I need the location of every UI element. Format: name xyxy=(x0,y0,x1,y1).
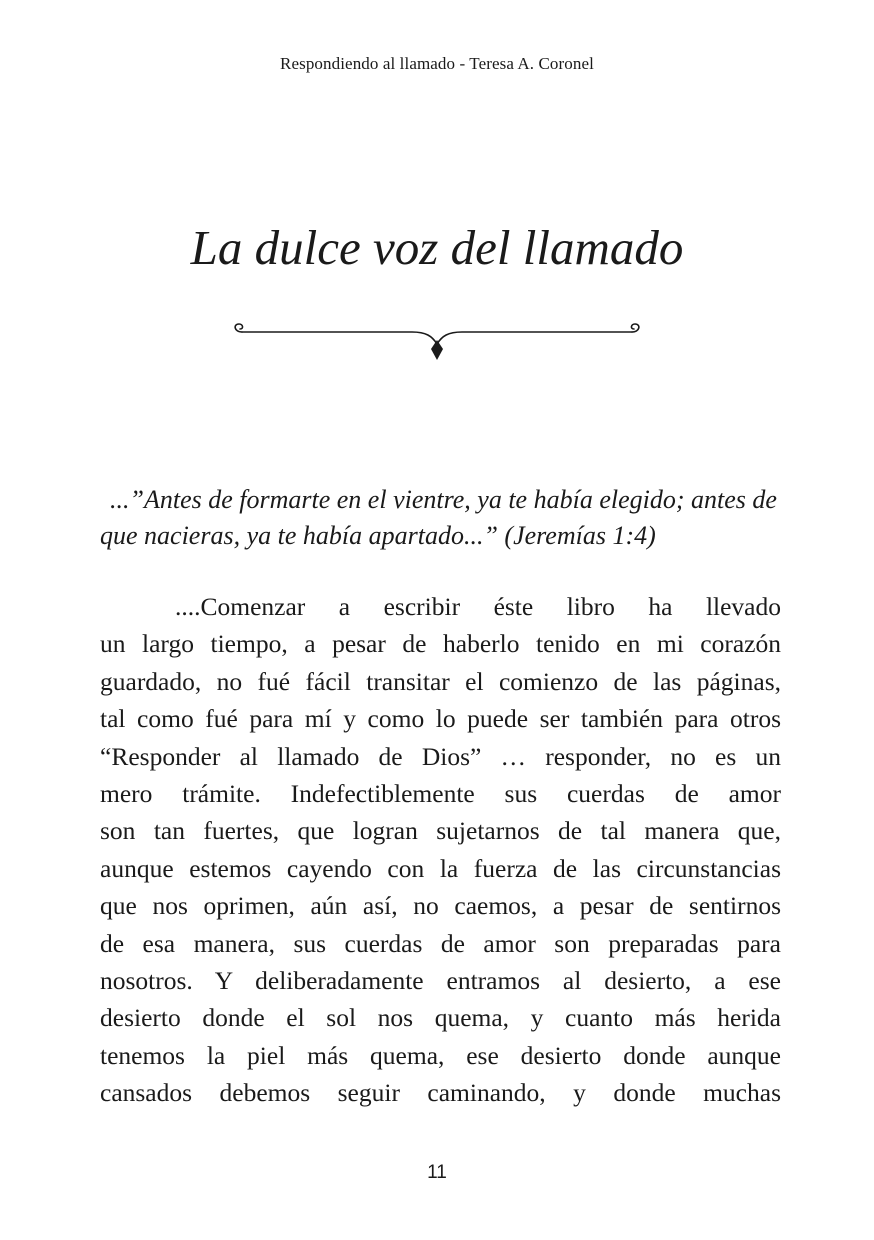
epigraph-quote xyxy=(100,482,781,554)
body-line: un largo tiempo, a pesar de haberlo tenido en mi corazón xyxy=(100,629,781,659)
body-line: guardado, no fué fácil transitar el comienzo de las páginas, xyxy=(100,666,781,696)
body-line: desierto donde el sol nos quema, y cuanto más herida xyxy=(100,1003,781,1033)
chapter-title: La dulce voz del llamado xyxy=(190,220,684,275)
body-line: que nos oprimen, aún así, no caemos, a pesar de sentirnos xyxy=(100,891,781,921)
page-number: 11 xyxy=(427,1162,447,1183)
body-line: aunque estemos cayendo con la fuerza de las circunstancias xyxy=(100,853,781,883)
body-line: “Responder al llamado de Dios” … responder, no es un xyxy=(100,741,781,771)
body-line: ....Comenzar a escribir éste libro ha llevado xyxy=(175,592,781,621)
body-paragraph xyxy=(100,588,781,1111)
body-line: nosotros. Y deliberadamente entramos al desierto, a ese xyxy=(100,965,781,995)
body-line: cansados debemos seguir caminando, y donde muchas xyxy=(100,1078,781,1108)
body-line: tenemos la piel más quema, ese desierto donde aunque xyxy=(100,1040,781,1070)
body-line: mero trámite. Indefectiblemente sus cuerdas de amor xyxy=(100,778,781,808)
scroll-divider-ornament-icon xyxy=(230,320,644,364)
body-line: tal como fué para mí y como lo puede ser también para otros xyxy=(100,704,781,734)
running-header: Respondiendo al llamado - Teresa A. Coronel xyxy=(280,54,594,73)
epigraph-line: que nacieras, ya te había apartado...” (Jeremías 1:4) xyxy=(100,521,656,550)
epigraph-line: ...”Antes de formarte en el vientre, ya te había elegido; antes de xyxy=(110,485,777,514)
body-line: de esa manera, sus cuerdas de amor son preparadas para xyxy=(100,928,781,958)
body-line: son tan fuertes, que logran sujetarnos de tal manera que, xyxy=(100,816,781,846)
